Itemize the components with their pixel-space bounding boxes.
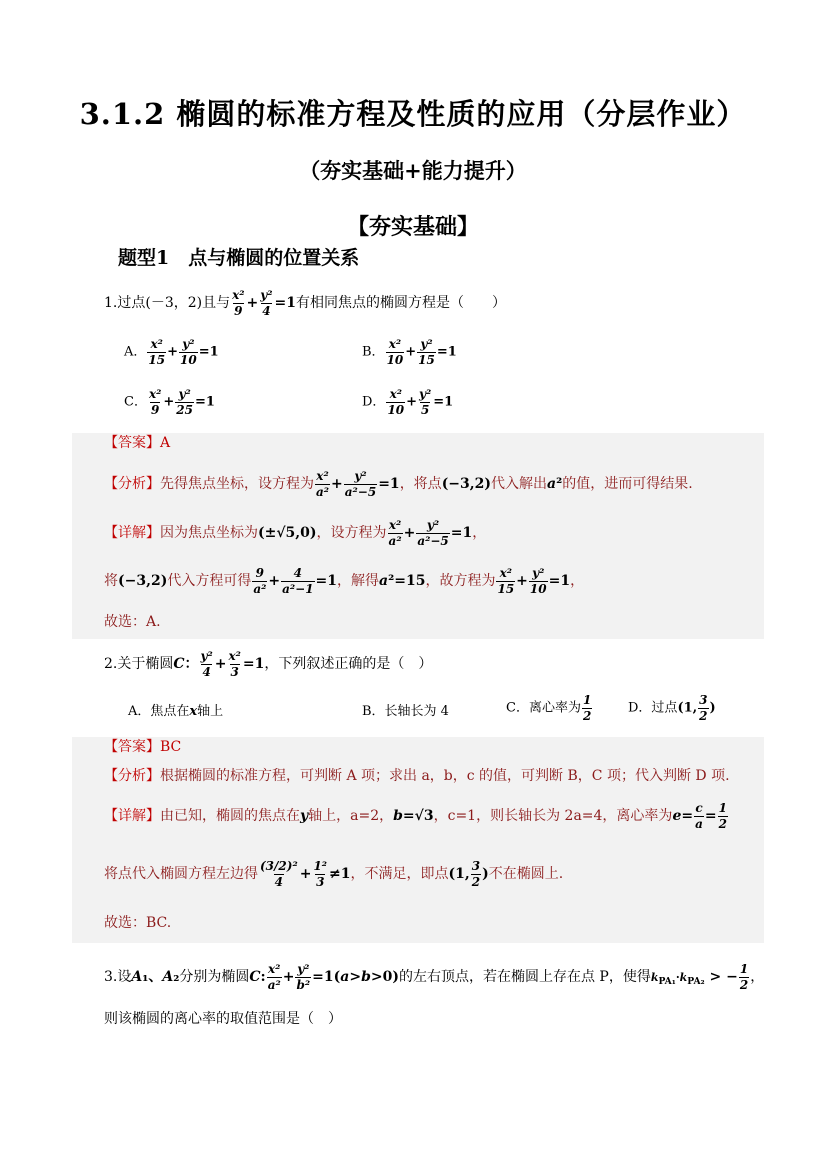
q2-option-b: B．长轴长为 4 [362,704,449,719]
q2-option-c: C．离心率为 $\frac{1}{2}$ [506,693,592,723]
q1-suffix: 有相同焦点的椭圆方程是（ ） [295,295,506,312]
q1-option-c: C． $\frac{\text{x²}}{9}$ + $\frac{\text{y²}}{25}$ =1 [124,387,215,417]
q1-detail: 【详解】因为焦点坐标为(±√5,0)，设方程为 $\frac{\text{x²}}{\text{a²}}$ + $\frac{\text{y²}}{\text{a²−5}}$ =1， [104,518,487,548]
q2-choose: 故选：BC. [104,915,172,931]
q2-detail-line2: 将点代入椭圆方程左边得 $\frac{\text{(3/2)²}}{4}$ + $\frac{\text{1²}}{3}$ ≠1，不满足，即点(1, $\frac{3}{2}$ )不在椭圆上. [104,859,564,889]
q2-detail: 【详解】由已知，椭圆的焦点在y轴上，a=2，b=√3，c=1，则长轴长为 2a=4，离心率为e= $\frac{c}{a}$ = $\frac{1}{2}$ [104,801,727,831]
question-2: 2.关于椭圆C： $\frac{\text{y²}}{4}$ + $\frac{\text{x²}}{3}$ =1，下列叙述正确的是（ ） [104,649,433,679]
q1-prefix: 1.过点(－3，2)且与 [104,295,231,312]
q1-option-b: B． $\frac{\text{x²}}{10}$ + $\frac{\text{y²}}{15}$ =1 [362,337,457,367]
document-title: 3.1.2 椭圆的标准方程及性质的应用（分层作业） [79,97,747,131]
q1-option-a: A． $\frac{\text{x²}}{15}$ + $\frac{\text{y²}}{10}$ =1 [124,337,219,367]
q1-choose: 故选：A. [104,614,161,630]
q2-answer: 【答案】BC [104,739,182,755]
question-3: 3.设A₁、A₂分别为椭圆C: $\frac{\text{x²}}{\text{a²}}$ + $\frac{\text{y²}}{\text{b²}}$ =1(a>b>0)的左右顶点，若在椭圆上存在点 P，使得$k_{PA_1}\cdot k_{PA_2}$ > − $\frac{1}{2}$ ， [104,962,765,992]
q1-detail-line2: 将(−3,2)代入方程可得 $\frac{9}{\text{a²}}$ + $\frac{4}{\text{a²−1}}$ =1，解得a²=15，故方程为 $\frac{\text{x²}}{15}$ + $\frac{\text{y²}}{10}$ =1， [104,566,585,596]
q1-analysis: 【分析】先得焦点坐标，设方程为 $\frac{\text{x²}}{\text{a²}}$ + $\frac{\text{y²}}{\text{a²−5}}$ =1，将点(−3,2)代入解出a²的值，进而可得结果. [104,469,693,499]
formula: $\frac{\text{x²}}{9}$ [232,288,245,318]
q1-option-d: D． $\frac{\text{x²}}{10}$ + $\frac{\text{y²}}{5}$ =1 [362,387,454,417]
q2-option-a: A．焦点在x轴上 [128,704,224,719]
formula: $\frac{\text{y²}}{4}$ [260,288,273,318]
document-subtitle: （夯实基础+能力提升） [299,158,527,183]
question-1: 1.过点(－3，2)且与 $\frac{\text{x²}}{9}$ + $\frac{\text{y²}}{4}$ =1有相同焦点的椭圆方程是（ ） [104,288,506,318]
question-3-line2: 则该椭圆的离心率的取值范围是（ ） [104,1011,342,1027]
q1-answer: 【答案】A [104,435,171,451]
q2-analysis: 【分析】根据椭圆的标准方程，可判断 A 项；求出 a，b，c 的值，可判断 B，C 项；代入判断 D 项. [104,768,730,784]
question-type-heading: 题型1 点与椭圆的位置关系 [118,247,360,269]
q2-option-d: D．过点(1, $\frac{3}{2}$ ) [628,693,716,723]
section-heading: 【夯实基础】 [346,214,479,240]
